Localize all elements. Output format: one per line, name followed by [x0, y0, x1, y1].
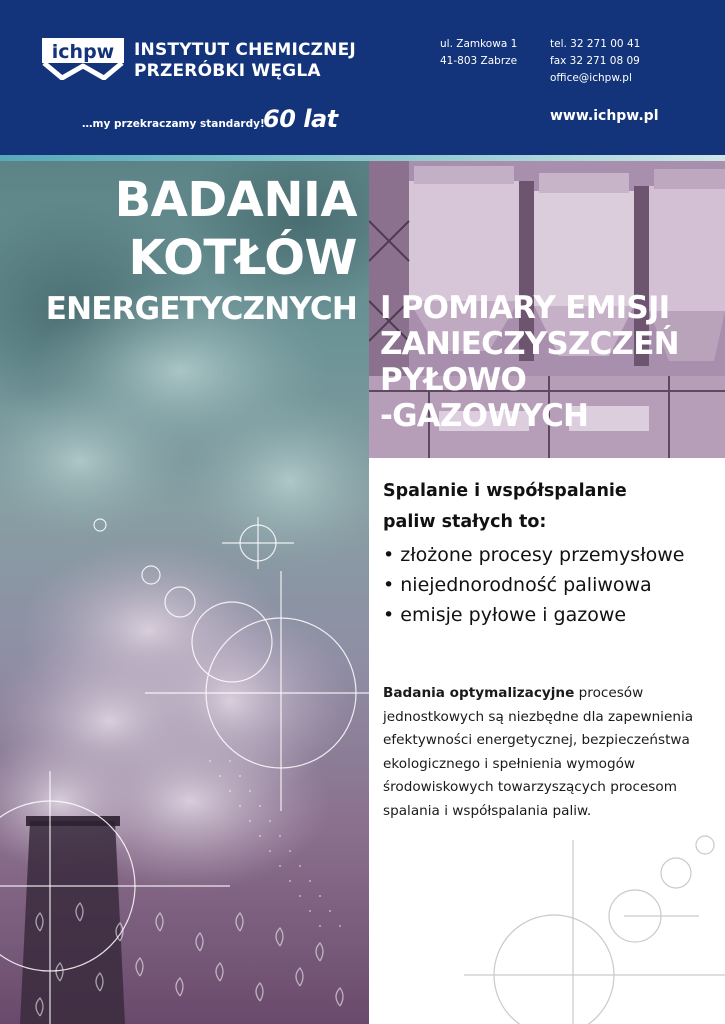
body-paragraph — [383, 682, 713, 823]
contact-block — [550, 36, 690, 87]
header-bar — [0, 0, 725, 155]
address-street: ul. Zamkowa 1 — [440, 38, 518, 50]
anniversary-badge: 60 lat — [263, 105, 338, 133]
body-bold-intro: Badania optymalizacyjne — [383, 685, 575, 701]
lead-line-1: Spalanie i współspalanie — [383, 481, 627, 501]
subtitle-line-1: I POMIARY EMISJI — [380, 290, 670, 326]
subtitle — [380, 290, 679, 434]
subtitle-line-3: PYŁOWO — [380, 362, 527, 398]
bullet-item: • emisje pyłowe i gazowe — [383, 600, 713, 630]
lead-paragraph — [383, 476, 713, 538]
logo-lettering: ichpw — [51, 41, 115, 63]
phone-number: tel. 32 271 00 41 — [550, 38, 641, 50]
fax-number: fax 32 271 08 09 — [550, 55, 640, 67]
ichpw-logo — [42, 38, 124, 80]
website-link[interactable]: www.ichpw.pl — [550, 108, 659, 124]
lead-line-2: paliw stałych to: — [383, 512, 547, 532]
title-line-2: KOTŁÓW — [128, 230, 357, 286]
subtitle-line-2: ZANIECZYSZCZEŃ — [380, 326, 679, 362]
address-block — [440, 36, 540, 70]
tagline: …my przekraczamy standardy! — [82, 118, 265, 130]
title-line-1: BADANIA — [114, 172, 357, 228]
bullet-item: • niejednorodność paliwowa — [383, 570, 713, 600]
body-text: procesów jednostkowych są niezbędne dla zapewnienia efektywności energetycznej, bezpieczeństwa ekologicznego i spełnienia wymogów środowiskowych towarzyszących procesom spalania i współspalania paliw. — [383, 685, 694, 819]
email-link[interactable]: office@ichpw.pl — [550, 72, 632, 84]
organization-name — [134, 40, 404, 82]
bullet-item: • złożone procesy przemysłowe — [383, 540, 713, 570]
subtitle-line-4: -GAZOWYCH — [380, 398, 589, 434]
address-city: 41-803 Zabrze — [440, 55, 518, 67]
org-name-line1: INSTYTUT CHEMICZNEJ — [134, 40, 356, 60]
org-name-line2: PRZERÓBKI WĘGLA — [134, 61, 321, 81]
title-line-3: ENERGETYCZNYCH — [45, 291, 357, 327]
bullet-list — [383, 540, 713, 630]
decorative-circles — [369, 820, 725, 1024]
